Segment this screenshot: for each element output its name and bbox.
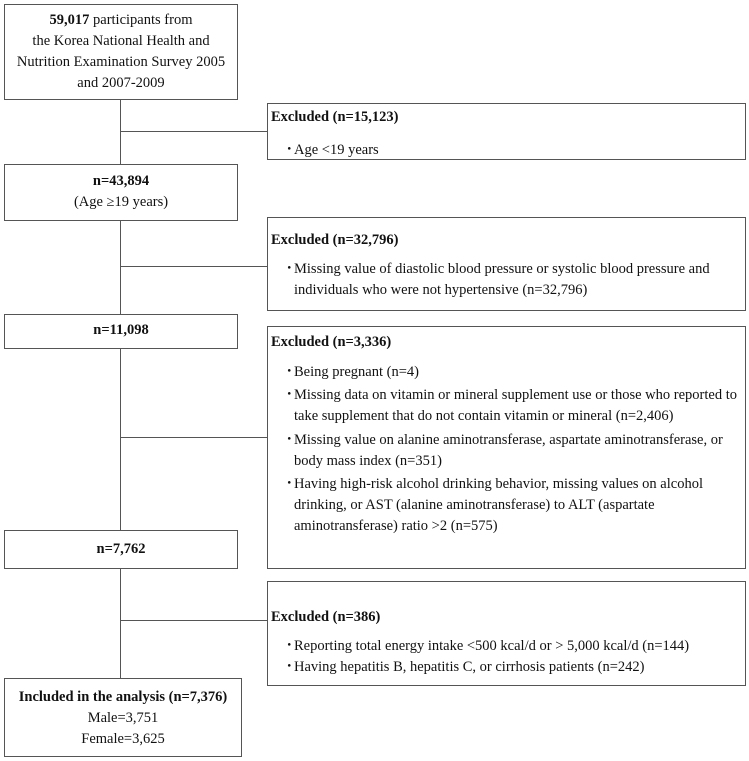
excluded-title-4: Excluded (n=386)	[271, 609, 381, 625]
excluded-item: ・ Missing value of diastolic blood pressure or systolic blood pressure and individuals who were not hypertensive (n=32,796)	[271, 259, 745, 301]
excluded-item: ・ Having high-risk alcohol drinking behavior, missing values on alcohol drinking, or AST (alanine aminotransferase) to ALT (aspartate aminotransferase) ratio >2 (n=575)	[271, 474, 737, 537]
excluded-box-4	[267, 581, 746, 686]
included-female: Female=3,625	[81, 731, 165, 747]
cohort-count-2: n=43,894	[92, 173, 150, 189]
participants-line-1	[5, 10, 237, 31]
excluded-item: ・ Reporting total energy intake <500 kcal/d or > 5,000 kcal/d (n=144)	[271, 636, 745, 657]
excluded-item: ・ Having hepatitis B, hepatitis C, or cirrhosis patients (n=242)	[271, 657, 745, 678]
cohort-count-4: n=7,762	[96, 541, 146, 557]
excluded-title-1: Excluded (n=15,123)	[271, 109, 399, 125]
branch-connector-2	[120, 266, 267, 267]
excluded-item: ・ Being pregnant (n=4)	[271, 362, 737, 383]
cohort-count-3: n=11,098	[93, 322, 149, 338]
excluded-item: ・ Missing value on alanine aminotransferase, aspartate aminotransferase, or body mass index (n=351)	[271, 430, 737, 472]
branch-connector-1	[120, 131, 267, 132]
excluded-box-2	[267, 217, 746, 311]
excluded-box-3	[267, 326, 746, 569]
excluded-box-1	[267, 103, 746, 160]
participants-box	[4, 4, 238, 100]
participants-line-2: the Korea National Health and	[32, 33, 210, 49]
excluded-title-3: Excluded (n=3,336)	[271, 334, 392, 350]
included-box	[4, 678, 242, 757]
branch-connector-3	[120, 437, 267, 438]
participants-text: participants from	[89, 12, 193, 28]
cohort-note-2: (Age ≥19 years)	[73, 194, 169, 210]
excluded-title-2: Excluded (n=32,796)	[271, 232, 399, 248]
included-title: Included in the analysis (n=7,376)	[18, 689, 228, 705]
cohort-box-4	[4, 530, 238, 569]
included-male: Male=3,751	[87, 710, 159, 726]
cohort-box-2	[4, 164, 238, 221]
participants-line-4: and 2007-2009	[77, 75, 165, 91]
excluded-item: ・ Missing data on vitamin or mineral supplement use or those who reported to take supplement that do not contain vitamin or mineral (n=2,406)	[271, 385, 737, 427]
excluded-item: ・ Age <19 years	[271, 140, 745, 161]
branch-connector-4	[120, 620, 267, 621]
cohort-box-3	[4, 314, 238, 349]
participants-count: 59,017	[49, 12, 90, 28]
participants-line-3: Nutrition Examination Survey 2005	[16, 54, 226, 70]
